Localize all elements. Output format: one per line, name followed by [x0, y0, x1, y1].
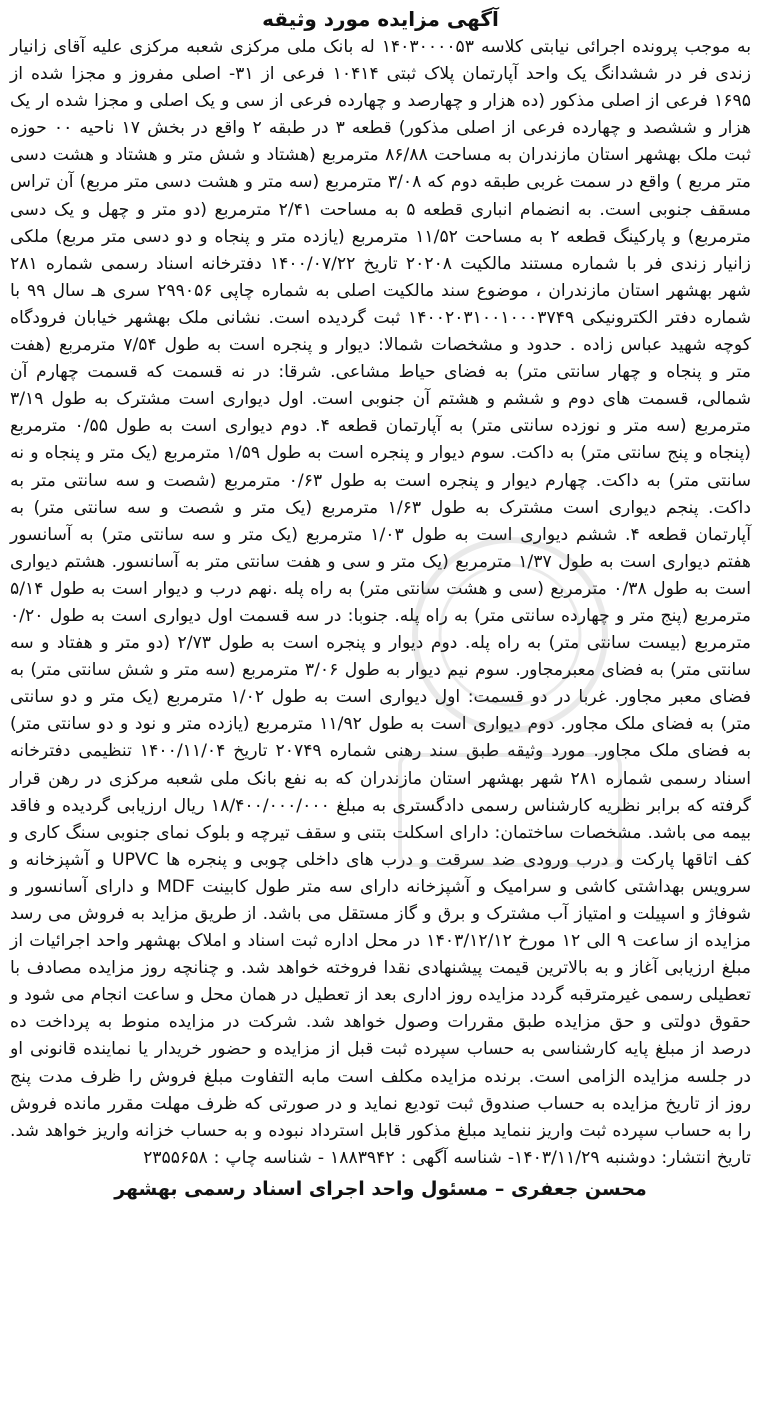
notice-body: به موجب پرونده اجرائی نیابتی کلاسه ۱۴۰۳۰۰۰۰۵۳ له بانک ملی مرکزی شعبه مرکزی علیه آقای زانیار زندی فر در ششدانگ یک واحد آپارتمان پلاک ثبتی ۱۰۴۱۴ فرعی از ۳۱- اصلی مفروز و مجزا شده از ۱۶۹۵ فرعی از اصلی مذکور (ده هزار و چهارصد و چهارده فرعی از سی و یک اصلی و مجزا شده ار یک هزار و ششصد و چهارده فرعی از اصلی مذکور) قطعه ۳ در طبقه ۲ واقع در بخش ۱۷ ناحیه ۰۰ حوزه ثبت ملک بهشهر استان مازندران به مساحت ۸۶/۸۸ مترمربع (هشتاد و شش متر و هشتاد و هشت دسی متر مربع ) واقع در سمت غربی طبقه دوم که ۳/۰۸ مترمربع (سه متر و هشت دسی متر مربع) آن تراس مسقف جنوبی است. به انضمام انباری قطعه ۵ به مساحت ۲/۴۱ مترمربع (دو متر و چهل و یک دسی مترمربع) و پارکینگ قطعه ۲ به مساحت ۱۱/۵۲ مترمربع (یازده متر و پنجاه و دو دسی متر مربع) ملکی زانیار زندی فر با شماره مستند مالکیت ۲۰۲۰۸ تاریخ ۱۴۰۰/۰۷/۲۲ دفترخانه اسناد رسمی شماره ۲۸۱ شهر بهشهر استان مازندران ، موضوع سند مالکیت اصلی به شماره چاپی ۲۹۹۰۵۶ سری هـ سال ۹۹ با شماره دفتر الکترونیکی ۱۴۰۰۲۰۳۱۰۰۱۰۰۰۳۷۴۹ ثبت گردیده است. نشانی ملک بهشهر خیابان فرودگاه کوچه شهید عباس زاده . حدود و مشخصات شمالا: دیوار و پنجره است به طول ۷/۵۴ مترمربع (هفت متر و پنجاه و چهار سانتی متر) به فضای حیاط مشاعی. شرقا: در نه قسمت که قسمت چهارم آن شمالی، قسمت های دوم و ششم و هشتم آن جنوبی است. اول دیواری است مشترک به طول ۳/۱۹ مترمربع (سه متر و نوزده سانتی متر) به آپارتمان قطعه ۴. دوم دیواری است به طول ۰/۵۵ مترمربع (پنجاه و پنج سانتی متر) به داکت. سوم دیوار و پنجره است به طول ۱/۵۹ مترمربع (یک متر و پنجاه و نه سانتی متر) به داکت. چهارم دیوار و پنجره است به طول ۰/۶۳ مترمربع (شصت و سه سانتی متر به داکت. پنجم دیواری است مشترک به طول ۱/۶۳ مترمربع (یک متر و شصت و سه سانتی متر) به آپارتمان قطعه ۴. ششم دیواری است به طول ۱/۰۳ مترمربع (یک متر و سه سانتی متر) به آسانسور هفتم دیواری است به طول ۱/۳۷ مترمربع (یک متر و سی و هفت سانتی متر به آسانسور. هشتم دیواری است به طول ۰/۳۸ مترمربع (سی و هشت سانتی متر) به راه پله .نهم درب و دیوار است به طول ۵/۱۴ مترمربع (پنج متر و چهارده سانتی متر) به راه پله. جنوبا: در سه قسمت اول دیواری است به طول ۰/۲۰ مترمربع (بیست سانتی متر) به راه پله. دوم دیوار و پنجره است به طول ۲/۷۳ (دو متر و هفتاد و سه سانتی متر) به فضای معبرمجاور. سوم نیم دیوار به طول ۳/۰۶ مترمربع (سه متر و شش سانتی متر) به فضای معبر مجاور. غربا در دو قسمت: اول دیواری است به طول ۱/۰۲ مترمربع (یک متر و دو سانتی متر) به فضای ملک مجاور. دوم دیواری است به طول ۱۱/۹۲ مترمربع (یازده متر و نود و دو سانتی متر) به فضای ملک مجاور. مورد وثیقه طبق سند رهنی شماره ۲۰۷۴۹ تاریخ ۱۴۰۰/۱۱/۰۴ تنظیمی دفترخانه اسناد رسمی شماره ۲۸۱ شهر بهشهر استان مازندران که به نفع بانک ملی شعبه مرکزی در رهن قرار گرفته که برابر نظریه کارشناس رسمی دادگستری به مبلغ ۱۸/۴۰۰/۰۰۰/۰۰۰ ریال ارزیابی گردیده و فاقد بیمه می باشد. مشخصات ساختمان: دارای اسکلت بتنی و سقف تیرچه و بلوک نمای جنوبی سنگ کاری و کف اتاقها پارکت و درب ورودی ضد سرقت و درب های داخلی چوبی و پنجره ها UPVC و آشپزخانه و سرویس بهداشتی کاشی و سرامیک و آشپزخانه دارای سه متر طول کابینت MDF و دارای آسانسور و شوفاژ و اسپیلت و امتیاز آب مشترک و برق و گاز مستقل می باشد. از طریق مزاید به فروش می رسد مزایده از ساعت ۹ الی ۱۲ مورخ ۱۴۰۳/۱۲/۱۲ در محل اداره ثبت اسناد و املاک بهشهر واحد اجرائیات از مبلغ ارزیابی آغاز و به بالاترین قیمت پیشنهادی نقدا فروخته خواهد شد. و چنانچه روز مزایده مصادف با تعطیلی رسمی غیرمترقبه گردد مزایده روز اداری بعد از تعطیل در همان محل و ساعت انجام می شود و حقوق دولتی و حق مزایده طبق مقررات وصول خواهد شد. شرکت در مزایده منوط به پرداخت ده درصد از مبلغ پایه کارشناسی به حساب سپرده ثبت قبل از مزایده و حضور خریدار یا نماینده قانونی او در جلسه مزایده الزامی است. برنده مزایده مکلف است مابه التفاوت مبلغ فروش را ظرف مدت پنج روز از تاریخ مزایده به حساب صندوق ثبت تودیع نماید و در صورتی که ظرف مهلت مقرر مانده فروش را به حساب سپرده ثبت واریز ننماید مبلغ مذکور قابل استرداد نبوده و به حساب خزانه واریز خواهد شد. تاریخ انتشار: دوشنبه ۱۴۰۳/۱۱/۲۹- شناسه آگهی : ۱۸۸۳۹۴۲ - شناسه چاپ : ۲۳۵۵۶۵۸: [10, 37, 752, 1168]
notice-signature: محسن جعفری – مسئول واحد اجرای اسناد رسمی بهشهر: [114, 1177, 647, 1200]
notice-title: آگهی مزایده مورد وثیقه: [262, 7, 499, 31]
